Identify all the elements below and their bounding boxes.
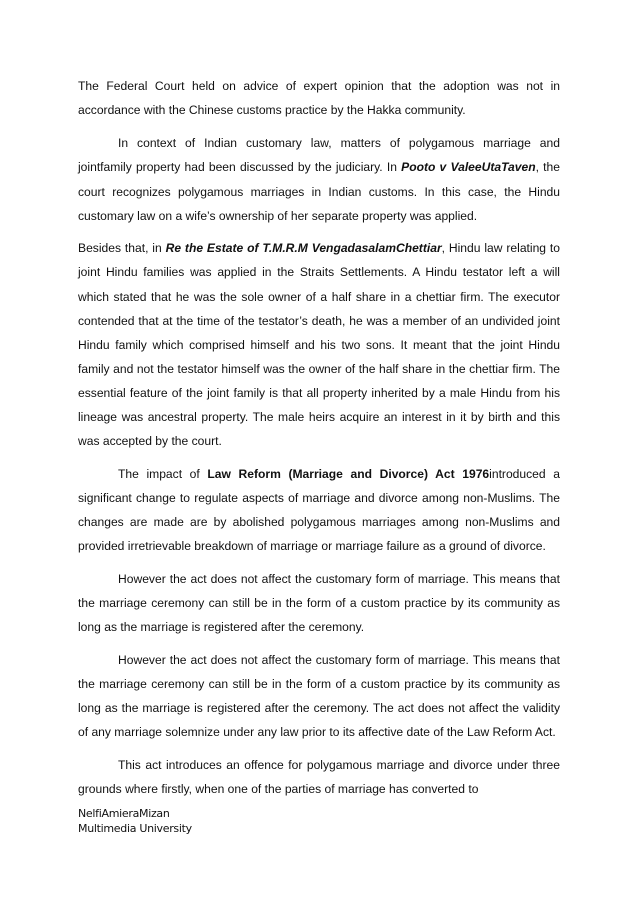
act-name: Law Reform (Marriage and Divorce) Act 1976 — [207, 466, 490, 481]
paragraph-6: However the act does not affect the customary form of marriage. This means that the marriage ceremony can still be in the form of a custom practice by its community as long as the marriage is registered after the ceremony. The act does not affect the validity of any marriage solemnize under any law prior to its affective date of the Law Reform Act. — [78, 652, 560, 739]
paragraph-4-text-a: The impact of — [118, 466, 208, 481]
page-footer — [78, 806, 192, 836]
paragraph-3-text-a: Besides that, in — [78, 241, 166, 256]
paragraph-1: The Federal Court held on advice of expert opinion that the adoption was not in accordance with the Chinese customs practice by the Hakka community. — [78, 79, 560, 118]
footer-author: NelfiAmieraMizan — [78, 807, 170, 820]
footer-institution: Multimedia University — [78, 822, 192, 835]
paragraph-5: However the act does not affect the customary form of marriage. This means that the marriage ceremony can still be in the form of a custom practice by its community as long as the marriage is registered after the ceremony. — [78, 571, 560, 634]
paragraph-4-text-b: introduced a significant change to regulate aspects of marriage and divorce among non-Muslims. The changes are made are by abolished polygamous marriages among non-Muslims and provided irretrievable breakdown of marriage or marriage failure as a ground of divorce. — [78, 466, 560, 554]
paragraph-3-text-b: , Hindu law relating to joint Hindu families was applied in the Straits Settlements. A Hindu testator left a will which stated that he was the sole owner of a half share in a chettiar firm. The executor contended that at the time of the testator’s death, he was a member of an undivided joint Hindu family which comprised himself and his two sons. It meant that the joint Hindu family and not the testator himself was the owner of the half share in the chettiar firm. The essential feature of the joint family is that all property inherited by a male Hindu from his lineage was ancestral property. The male heirs acquire an interest in it by birth and this was accepted by the court. — [78, 241, 560, 449]
paragraph-3 — [78, 236, 560, 453]
case-citation-vengadasalam: Re the Estate of T.M.R.M VengadasalamChettiar — [165, 241, 442, 256]
paragraph-2-text-b: , the court recognizes polygamous marriages in Indian customs. In this case, the Hindu customary law on a wife’s ownership of her separate property was applied. — [78, 160, 560, 223]
case-citation-pooto: Pooto v ValeeUtaTaven — [401, 160, 536, 175]
paragraph-7: This act introduces an offence for polygamous marriage and divorce under three grounds where firstly, when one of the parties of marriage has converted to — [78, 757, 560, 796]
document-body — [78, 74, 560, 809]
paragraph-2-text-a: In context of Indian customary law, matters of polygamous marriage and jointfamily property had been discussed by the judiciary. In — [78, 136, 560, 175]
paragraph-4 — [78, 462, 560, 558]
paragraph-2 — [78, 131, 560, 227]
